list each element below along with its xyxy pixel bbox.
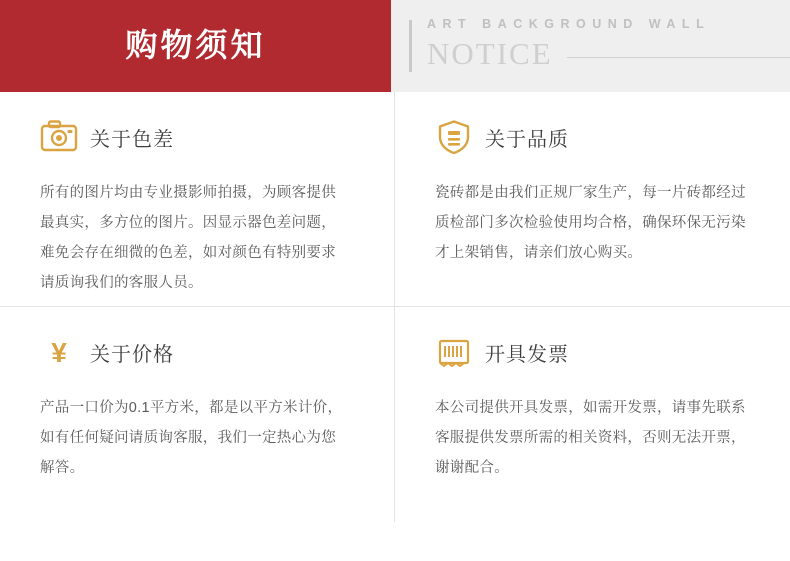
notice-item-title: 关于品质 [485,128,569,151]
svg-text:¥: ¥ [51,337,67,368]
camera-icon [40,118,78,156]
shield-quality-icon [435,118,473,156]
notice-item-header [435,329,746,375]
notice-item-quality [395,92,790,307]
notice-item-invoice [395,307,790,522]
header-accent-bar [409,20,412,72]
notice-grid [0,92,790,561]
notice-item-body: 所有的图片均由专业摄影师拍摄，为顾客提供最真实，多方位的图片。因显示器色差问题，难免会存在细微的色差，如对颜色有特别要求请质询我们的客服人员。 [40,185,336,291]
notice-item-body: 瓷砖都是由我们正规厂家生产，每一片砖都经过质检部门多次检验使用均合格，确保环保无污染才上架销售，请亲们放心购买。 [435,185,746,261]
header-subtitle-row [427,34,790,74]
page-header [0,0,790,92]
header-subtitle-large: NOTICE [427,36,553,71]
invoice-icon [435,333,473,371]
header-title-block [0,0,391,92]
page-title: 购物须知 [125,27,266,63]
notice-item-header [40,329,350,375]
yuan-price-icon [40,333,78,371]
notice-item-header [40,114,350,160]
notice-item-price [0,307,395,522]
notice-item-body: 产品一口价为0.1平方米，都是以平方米计价，如有任何疑问请质询客服，我们一定热心为您解答。 [40,400,343,476]
notice-item-body: 本公司提供开具发票，如需开发票，请事先联系客服提供发票所需的相关资料，否则无法开票，谢谢配合。 [435,400,746,476]
header-subtitle-small: ART BACKGROUND WALL [427,17,711,31]
header-subtitle-block [391,0,790,92]
header-divider-line [567,57,790,58]
notice-item-title: 关于价格 [90,343,174,366]
notice-item-header [435,114,746,160]
notice-item-title: 开具发票 [485,343,569,366]
notice-item-color-difference [0,92,395,307]
notice-item-title: 关于色差 [90,128,174,151]
